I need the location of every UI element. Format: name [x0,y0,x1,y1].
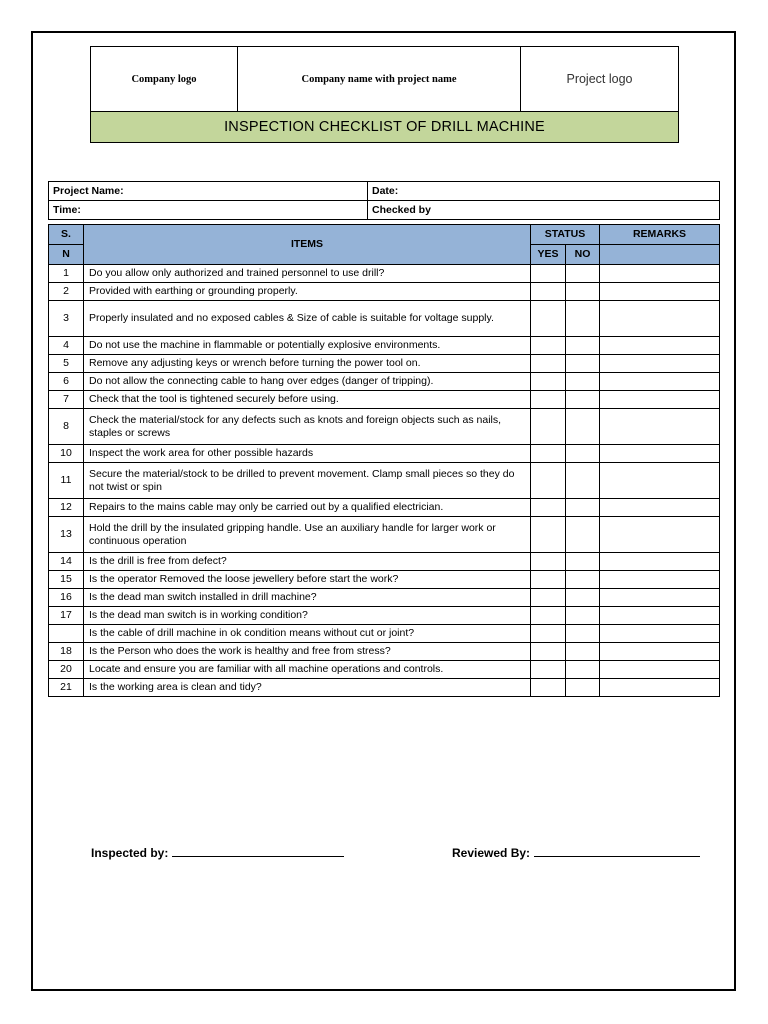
row-item-text: Hold the drill by the insulated gripping handle. Use an auxiliary handle for larger work or continuous operation [84,517,531,553]
row-number: 18 [49,643,84,661]
remarks-cell[interactable] [600,373,720,391]
reviewed-by-signature [452,846,700,860]
yes-cell[interactable] [531,337,566,355]
yes-cell[interactable] [531,679,566,697]
checklist-row [49,553,720,571]
remarks-cell[interactable] [600,661,720,679]
remarks-cell[interactable] [600,625,720,643]
row-number: 7 [49,391,84,409]
row-item-text: Provided with earthing or grounding properly. [84,283,531,301]
checklist-row [49,283,720,301]
remarks-cell[interactable] [600,337,720,355]
checklist-row [49,355,720,373]
row-number: 2 [49,283,84,301]
row-number: 13 [49,517,84,553]
no-cell[interactable] [566,607,600,625]
sn-header-top: S. [49,225,84,245]
company-logo-placeholder: Company logo [91,47,238,112]
checklist-row [49,625,720,643]
no-cell[interactable] [566,499,600,517]
checklist-row [49,571,720,589]
remarks-cell[interactable] [600,301,720,337]
reviewed-by-line[interactable] [534,855,700,857]
no-cell[interactable] [566,625,600,643]
row-number: 12 [49,499,84,517]
yes-cell[interactable] [531,373,566,391]
items-header: ITEMS [84,225,531,265]
no-cell[interactable] [566,679,600,697]
status-header: STATUS [531,225,600,245]
row-item-text: Is the cable of drill machine in ok condition means without cut or joint? [84,625,531,643]
document-title: INSPECTION CHECKLIST OF DRILL MACHINE [91,112,679,143]
inspected-by-line[interactable] [172,855,344,857]
checklist-row [49,661,720,679]
inspected-by-signature [91,846,344,860]
checklist-row [49,265,720,283]
remarks-header: REMARKS [600,225,720,245]
no-cell[interactable] [566,643,600,661]
checklist-row [49,499,720,517]
yes-cell[interactable] [531,409,566,445]
checklist-row [49,337,720,355]
row-item-text: Remove any adjusting keys or wrench before turning the power tool on. [84,355,531,373]
no-cell[interactable] [566,553,600,571]
row-number: 14 [49,553,84,571]
no-header: NO [566,245,600,265]
no-cell[interactable] [566,301,600,337]
row-item-text: Check that the tool is tightened securely before using. [84,391,531,409]
checklist-row [49,445,720,463]
remarks-cell[interactable] [600,409,720,445]
row-number: 5 [49,355,84,373]
checklist-table [48,224,720,697]
row-number: 6 [49,373,84,391]
no-cell[interactable] [566,589,600,607]
yes-cell[interactable] [531,661,566,679]
row-number: 11 [49,463,84,499]
checklist-row [49,373,720,391]
no-cell[interactable] [566,409,600,445]
row-item-text: Do you allow only authorized and trained personnel to use drill? [84,265,531,283]
remarks-cell[interactable] [600,265,720,283]
remarks-cell[interactable] [600,445,720,463]
row-item-text: Is the drill is free from defect? [84,553,531,571]
row-number: 17 [49,607,84,625]
row-number: 8 [49,409,84,445]
yes-cell[interactable] [531,553,566,571]
yes-cell[interactable] [531,391,566,409]
no-cell[interactable] [566,283,600,301]
checklist-row [49,301,720,337]
row-number: 10 [49,445,84,463]
checklist-row [49,409,720,445]
remarks-cell[interactable] [600,517,720,553]
yes-header: YES [531,245,566,265]
no-cell[interactable] [566,355,600,373]
checklist-row [49,463,720,499]
yes-cell[interactable] [531,517,566,553]
yes-cell[interactable] [531,301,566,337]
yes-cell[interactable] [531,643,566,661]
remarks-cell[interactable] [600,643,720,661]
no-cell[interactable] [566,373,600,391]
row-number: 3 [49,301,84,337]
row-item-text: Is the dead man switch installed in drill machine? [84,589,531,607]
row-number: 21 [49,679,84,697]
row-item-text: Repairs to the mains cable may only be carried out by a qualified electrician. [84,499,531,517]
remarks-cell[interactable] [600,355,720,373]
remarks-cell[interactable] [600,679,720,697]
no-cell[interactable] [566,463,600,499]
row-number [49,625,84,643]
row-item-text: Inspect the work area for other possible hazards [84,445,531,463]
checklist-row [49,391,720,409]
checklist-row [49,589,720,607]
no-cell[interactable] [566,391,600,409]
time-field[interactable]: Time: [49,201,368,220]
row-number: 4 [49,337,84,355]
no-cell[interactable] [566,661,600,679]
yes-cell[interactable] [531,355,566,373]
yes-cell[interactable] [531,589,566,607]
remarks-cell[interactable] [600,589,720,607]
checklist-row [49,517,720,553]
row-item-text: Is the working area is clean and tidy? [84,679,531,697]
yes-cell[interactable] [531,463,566,499]
no-cell[interactable] [566,445,600,463]
inspected-by-label: Inspected by: [91,846,169,860]
remarks-cell[interactable] [600,499,720,517]
checklist-row [49,679,720,697]
row-number: 15 [49,571,84,589]
sn-header-bottom: N [49,245,84,265]
remarks-cell[interactable] [600,553,720,571]
info-table [48,181,720,220]
yes-cell[interactable] [531,625,566,643]
no-cell[interactable] [566,571,600,589]
remarks-cell[interactable] [600,607,720,625]
no-cell[interactable] [566,337,600,355]
checked-by-field[interactable]: Checked by [368,201,720,220]
row-number: 20 [49,661,84,679]
company-name-placeholder: Company name with project name [238,47,521,112]
no-cell[interactable] [566,265,600,283]
row-item-text: Locate and ensure you are familiar with all machine operations and controls. [84,661,531,679]
no-cell[interactable] [566,517,600,553]
remarks-header-blank [600,245,720,265]
yes-cell[interactable] [531,607,566,625]
row-item-text: Is the dead man switch is in working condition? [84,607,531,625]
row-item-text: Is the operator Removed the loose jewellery before start the work? [84,571,531,589]
row-item-text: Check the material/stock for any defects such as knots and foreign objects such as nails, staples or screws [84,409,531,445]
project-name-field[interactable]: Project Name: [49,182,368,201]
row-item-text: Secure the material/stock to be drilled to prevent movement. Clamp small pieces so they do not twist or spin [84,463,531,499]
row-item-text: Is the Person who does the work is healthy and free from stress? [84,643,531,661]
yes-cell[interactable] [531,265,566,283]
yes-cell[interactable] [531,283,566,301]
checklist-row [49,607,720,625]
yes-cell[interactable] [531,445,566,463]
yes-cell[interactable] [531,571,566,589]
remarks-cell[interactable] [600,283,720,301]
row-number: 16 [49,589,84,607]
row-item-text: Do not allow the connecting cable to hang over edges (danger of tripping). [84,373,531,391]
row-item-text: Do not use the machine in flammable or potentially explosive environments. [84,337,531,355]
reviewed-by-label: Reviewed By: [452,846,531,860]
yes-cell[interactable] [531,499,566,517]
project-logo-placeholder: Project logo [521,47,679,112]
header-table [90,46,679,143]
remarks-cell[interactable] [600,391,720,409]
row-item-text: Properly insulated and no exposed cables & Size of cable is suitable for voltage supply. [84,301,531,337]
remarks-cell[interactable] [600,463,720,499]
row-number: 1 [49,265,84,283]
remarks-cell[interactable] [600,571,720,589]
checklist-row [49,643,720,661]
date-field[interactable]: Date: [368,182,720,201]
